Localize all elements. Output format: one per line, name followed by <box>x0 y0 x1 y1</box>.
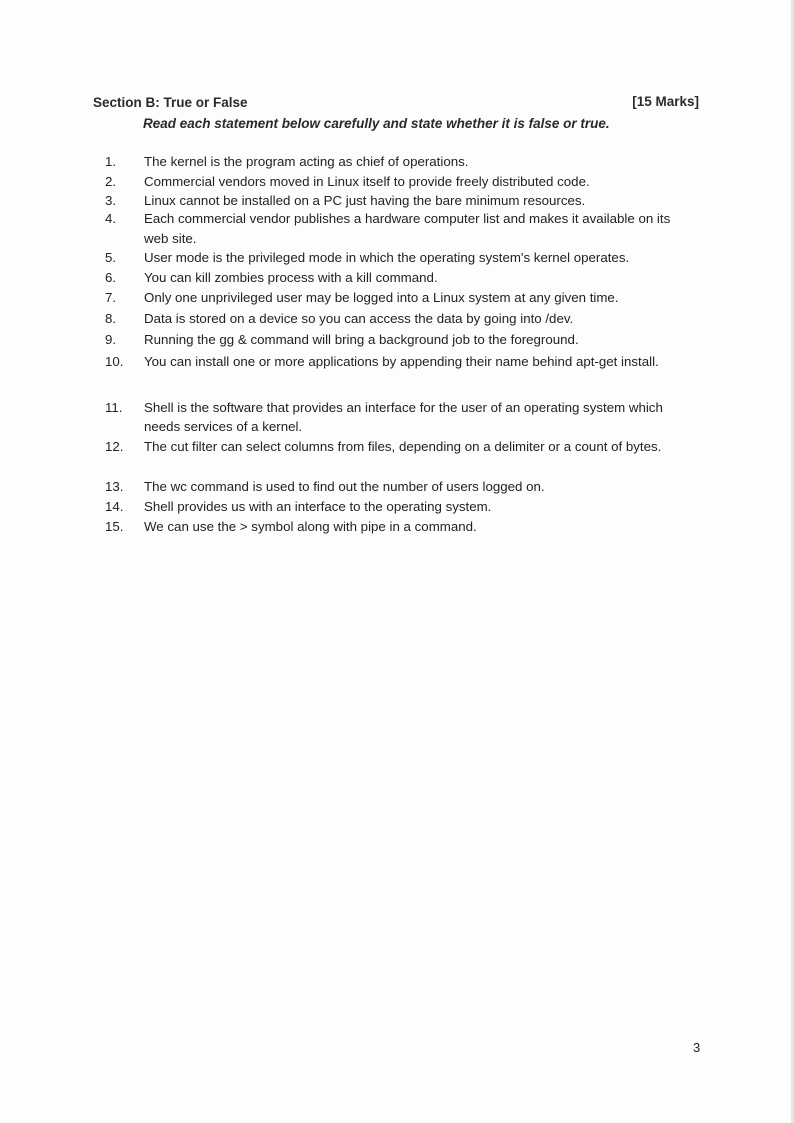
question-text: Linux cannot be installed on a PC just having the bare minimum resources. <box>144 193 586 208</box>
question-text: Each commercial vendor publishes a hardware computer list and makes it available on its web site. <box>144 211 671 246</box>
question-item <box>105 497 685 517</box>
question-item <box>105 517 685 537</box>
question-text: The cut filter can select columns from files, depending on a delimiter or a count of bytes. <box>144 439 662 454</box>
question-text: Shell is the software that provides an interface for the user of an operating system which needs services of a kernel. <box>144 400 663 434</box>
question-item <box>105 268 685 288</box>
question-item <box>105 398 685 436</box>
page-number: 3 <box>693 1040 701 1055</box>
question-number: 5. <box>105 250 117 265</box>
question-text: Commercial vendors moved in Linux itself to provide freely distributed code. <box>144 174 590 189</box>
question-number: 10. <box>105 354 124 369</box>
question-text: Running the gg & command will bring a background job to the foreground. <box>144 332 579 347</box>
question-text: You can kill zombies process with a kill command. <box>144 270 438 285</box>
question-text: We can use the > symbol along with pipe in a command. <box>144 519 477 534</box>
question-number: 6. <box>105 270 117 285</box>
question-item <box>105 477 685 497</box>
question-item <box>105 172 685 192</box>
question-item <box>105 437 685 456</box>
question-text: You can install one or more applications by appending their name behind apt-get install. <box>144 354 659 369</box>
question-text: Shell provides us with an interface to the operating system. <box>144 499 492 514</box>
question-number: 9. <box>105 332 117 347</box>
question-item <box>105 152 685 172</box>
question-number: 8. <box>105 311 117 326</box>
question-number: 15. <box>105 519 124 534</box>
marks-label: [15 Marks] <box>632 94 699 109</box>
instruction: Read each statement below carefully and state whether it is false or true. <box>143 116 610 131</box>
question-text: Only one unprivileged user may be logged into a Linux system at any given time. <box>144 290 619 305</box>
question-item <box>105 248 685 268</box>
question-item <box>105 309 685 329</box>
question-text: The wc command is used to find out the number of users logged on. <box>144 479 545 494</box>
question-text: Data is stored on a device so you can access the data by going into /dev. <box>144 311 574 326</box>
question-item <box>105 351 685 373</box>
question-number: 1. <box>105 154 117 169</box>
question-item <box>105 330 685 350</box>
question-number: 7. <box>105 290 117 305</box>
question-text: The kernel is the program acting as chief of operations. <box>144 154 469 169</box>
question-number: 3. <box>105 193 117 208</box>
question-text: User mode is the privileged mode in which the operating system's kernel operates. <box>144 250 630 265</box>
question-item <box>105 209 685 249</box>
question-number: 14. <box>105 499 124 514</box>
section-title: Section B: True or False <box>93 95 248 110</box>
question-item <box>105 288 685 308</box>
question-number: 4. <box>105 211 117 226</box>
question-item <box>105 191 685 211</box>
question-number: 2. <box>105 174 117 189</box>
question-number: 12. <box>105 439 124 454</box>
question-number: 11. <box>105 400 123 415</box>
question-number: 13. <box>105 479 124 494</box>
